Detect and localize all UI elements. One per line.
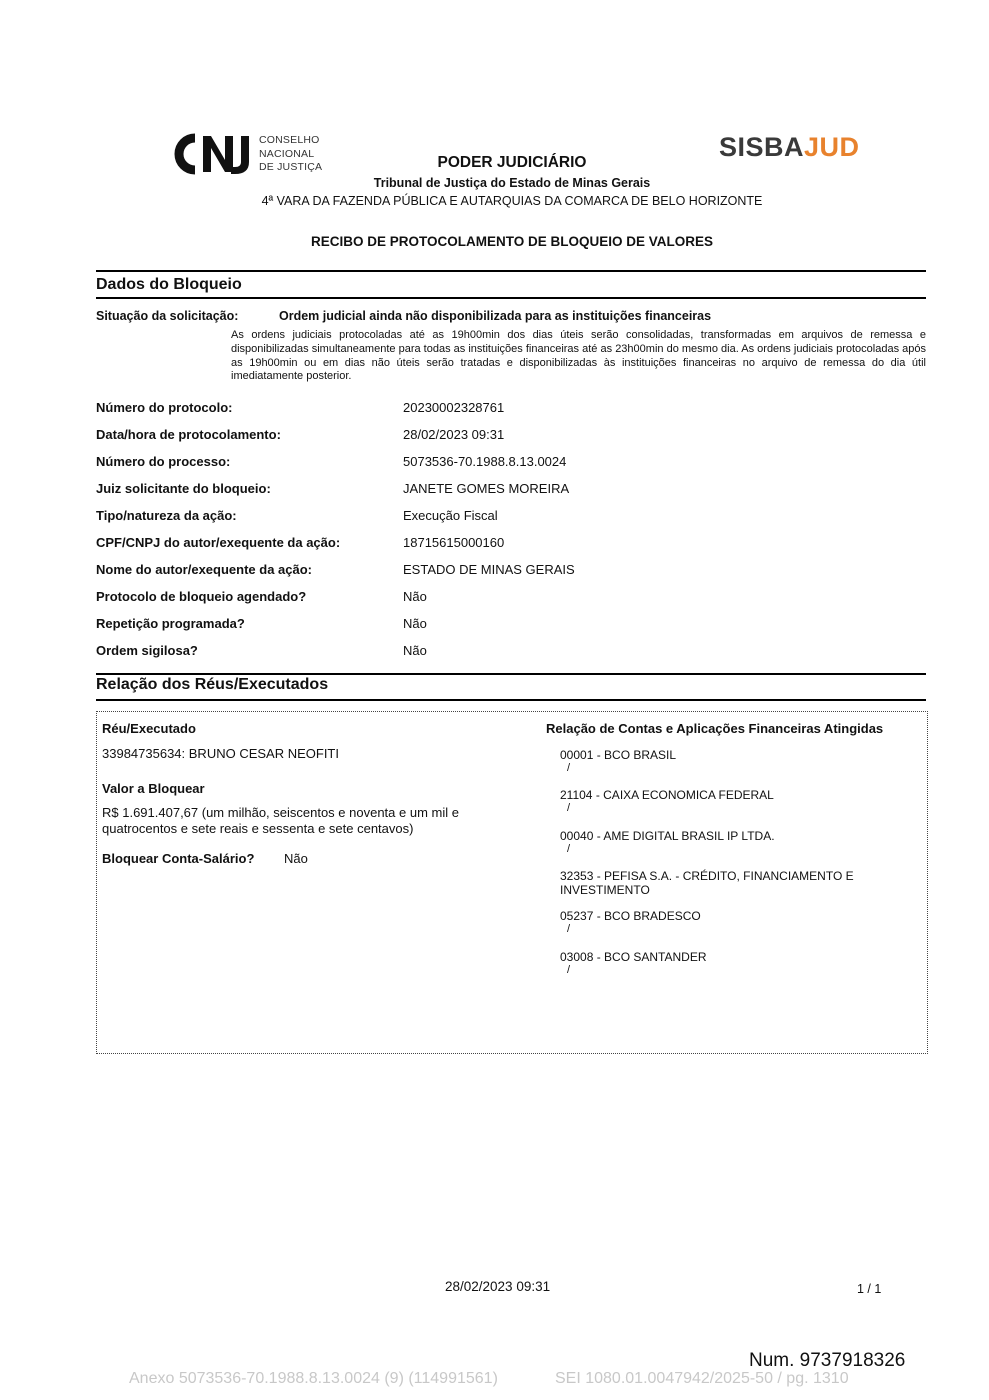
instituicao-item: 03008 - BCO SANTANDER	[560, 950, 707, 964]
document-title: RECIBO DE PROTOCOLAMENTO DE BLOQUEIO DE VALORES	[310, 234, 714, 249]
reu-label: Réu/Executado	[102, 721, 196, 736]
instituicao-separator: /	[567, 762, 571, 774]
cnj-line-1: CONSELHO	[259, 134, 320, 146]
instituicao-item: 21104 - CAIXA ECONOMICA FEDERAL	[560, 788, 774, 802]
section-title-dados: Dados do Bloqueio	[96, 276, 242, 293]
instituicao-item: 00040 - AME DIGITAL BRASIL IP LTDA.	[560, 829, 775, 843]
footer-page-number: 1 / 1	[857, 1282, 882, 1296]
sisbajud-logo-part2: JUD	[804, 132, 860, 162]
section-divider-top	[96, 673, 926, 675]
field-label-nome-autor: Nome do autor/exequente da ação:	[96, 562, 312, 577]
instituicao-item: 32353 - PEFISA S.A. - CRÉDITO, FINANCIAMENTO E INVESTIMENTO	[560, 869, 854, 897]
field-value-agendado: Não	[403, 589, 427, 604]
field-value-sigilosa: Não	[403, 643, 427, 658]
field-value-processo: 5073536-70.1988.8.13.0024	[403, 454, 567, 469]
field-value-juiz: JANETE GOMES MOREIRA	[403, 481, 570, 496]
valor-value: R$ 1.691.407,67 (um milhão, seiscentos e noventa e um mil e quatrocentos e sete reais e sessenta e sete centavos)	[102, 805, 459, 836]
section-divider-top	[96, 270, 926, 272]
section-title-reus: Relação dos Réus/Executados	[96, 676, 329, 693]
conta-salario-value: Não	[284, 851, 308, 866]
field-label-processo: Número do processo:	[96, 454, 231, 469]
sei-watermark: SEI 1080.01.0047942/2025-50 / pg. 1310	[555, 1370, 849, 1387]
header-tribunal: Tribunal de Justiça do Estado de Minas Gerais	[373, 176, 651, 190]
situacao-note: As ordens judiciais protocoladas até as 19h00min dos dias úteis serão consolidadas, transformadas em arquivos de remessa e disponibilizadas simultaneamente para todas as instituições financeiras até as 23h00min do mesmo dia. As ordens judiciais protocoladas após as 19h00min ou em dias não úteis serão tratadas e disponibilizadas às instituições financeiras no arquivo de remessa do dia útil imediatamente posterior.	[231, 329, 926, 383]
field-value-data-hora: 28/02/2023 09:31	[403, 427, 505, 442]
field-label-data-hora: Data/hora de protocolamento:	[96, 427, 281, 442]
situacao-label: Situação da solicitação:	[96, 309, 239, 323]
cnj-line-2: NACIONAL	[259, 147, 315, 160]
cnj-line-3: DE JUSTIÇA	[259, 161, 323, 173]
footer-date: 28/02/2023 09:31	[445, 1279, 551, 1294]
instituicao-separator: /	[567, 964, 571, 976]
field-value-nome-autor: ESTADO DE MINAS GERAIS	[403, 562, 575, 577]
instituicao-item: 00001 - BCO BRASIL	[560, 748, 677, 762]
section-divider-bottom	[96, 699, 926, 701]
field-label-sigilosa: Ordem sigilosa?	[96, 643, 198, 658]
instituicao-separator: /	[567, 802, 571, 814]
field-value-repeticao: Não	[403, 616, 427, 631]
field-label-repeticao: Repetição programada?	[96, 616, 245, 631]
field-value-cpf-cnpj: 18715615000160	[403, 535, 505, 550]
field-label-protocolo: Número do protocolo:	[96, 400, 233, 415]
document-number: Num. 9737918326	[749, 1350, 906, 1371]
instituicao-separator: /	[567, 923, 571, 935]
conta-salario-label: Bloquear Conta-Salário?	[102, 851, 255, 866]
valor-label: Valor a Bloquear	[102, 781, 205, 796]
instituicao-separator: /	[567, 843, 571, 855]
anexo-watermark: Anexo 5073536-70.1988.8.13.0024 (9) (114991561)	[129, 1370, 498, 1387]
instituicao-item: 05237 - BCO BRADESCO	[560, 909, 701, 923]
field-label-juiz: Juiz solicitante do bloqueio:	[96, 481, 271, 496]
sisbajud-logo-part1: SISBA	[719, 132, 805, 162]
reu-value: 33984735634: BRUNO CESAR NEOFITI	[102, 746, 339, 761]
field-label-tipo: Tipo/natureza da ação:	[96, 508, 237, 523]
header-poder: PODER JUDICIÁRIO	[437, 154, 587, 171]
field-label-agendado: Protocolo de bloqueio agendado?	[96, 589, 307, 604]
contas-label: Relação de Contas e Aplicações Financeiras Atingidas	[546, 721, 884, 736]
field-value-protocolo: 20230002328761	[403, 400, 505, 415]
section-divider-bottom	[96, 297, 926, 299]
field-value-tipo: Execução Fiscal	[403, 508, 498, 523]
field-label-cpf-cnpj: CPF/CNPJ do autor/exequente da ação:	[96, 535, 341, 550]
header-vara: 4ª VARA DA FAZENDA PÚBLICA E AUTARQUIAS DA COMARCA DE BELO HORIZONTE	[261, 194, 763, 208]
situacao-value: Ordem judicial ainda não disponibilizada para as instituições financeiras	[279, 309, 712, 323]
